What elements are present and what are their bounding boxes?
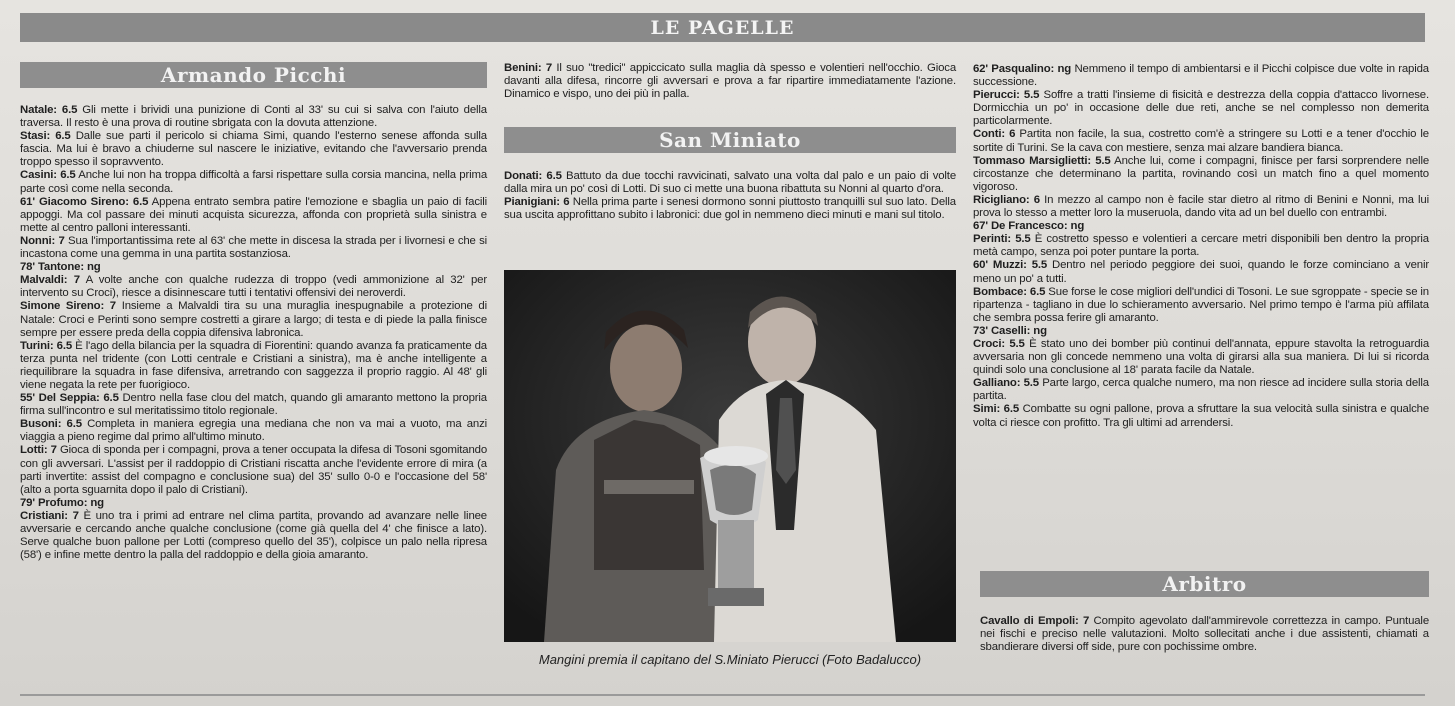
arbitro-heading: Arbitro (1162, 572, 1247, 596)
rating-comment: Compito agevolato dall'ammirevole correttezza in campo. Puntuale nei fischi e preciso nelle valutazioni. Molto sollecitati anche i due assistenti, chiamati a sbandierare diversi off side, pure con pochissime ombre. (980, 615, 1430, 654)
player-rating-label: Simone Sireno: 7 (20, 300, 116, 313)
rating-entry (973, 194, 1429, 220)
player-rating-label: Galliano: 5.5 (973, 377, 1039, 390)
rating-entry (973, 155, 1429, 194)
rating-entry (20, 261, 487, 274)
rating-entry (504, 62, 956, 101)
player-rating-label: Simi: 6.5 (973, 403, 1020, 416)
player-rating-label: Ricigliano: 6 (973, 193, 1040, 206)
player-rating-label: 67' De Francesco: ng (973, 220, 1085, 233)
player-rating-label: 60' Muzzi: 5.5 (973, 259, 1048, 272)
rating-comment: Anche lui, come i compagni, finisce per farsi sorprendere nelle circostanze che determinano la partita, rovinando così un match fino a quel momento vigoroso. (973, 154, 1430, 193)
picchi-heading-bar (20, 62, 487, 88)
rating-comment: Dentro nel periodo peggiore dei suoi, quando le forze cominciano a venir meno un po' a tutti. (973, 259, 1429, 285)
bottom-rule (20, 694, 1425, 696)
rating-entry (20, 235, 487, 261)
rating-entry (973, 286, 1429, 325)
rating-entry (504, 196, 956, 222)
miniato-ratings-part1 (504, 170, 956, 222)
player-rating-label: 55' Del Seppia: 6.5 (20, 392, 119, 405)
rating-entry (973, 128, 1429, 154)
rating-entry (20, 169, 487, 195)
rating-comment: Appena entrato sembra patire l'emozione e sbaglia un paio di facili appoggi. Ma col passare dei minuti acquista sicurezza, affonda con proprietà sulla sinistra e mette al centro palloni interessanti. (20, 195, 488, 234)
player-rating-label: 61' Giacomo Sireno: 6.5 (20, 195, 149, 208)
rating-entry (973, 63, 1429, 89)
rating-comment: Insieme a Malvaldi tira su una muraglia inespugnabile a protezione di Natale: Croci e Perinti sono sempre costretti a girare a largo; di testa e di piede la palla finisce sempre per essere preda della coppia difensiva labronica. (20, 300, 487, 339)
arbitro-rating (980, 615, 1429, 654)
rating-comment: Partita non facile, la sua, costretto com'è a stringere su Lotti e a tener d'occhio le sortite di Turini. Se la cava con mestiere, senza mai alzare bandiera bianca. (973, 128, 1429, 154)
rating-comment: Gioca di sponda per i compagni, prova a tener occupata la difesa di Tosoni sgomitando con gli avversari. L'assist per il raddoppio di Cristiani riscatta anche l'evidente errore di mira (a parti invertite: assist del compagno e conclusione sua) del 35' sullo 0-0 e l'occasione del 58' (alto a porta sguarnita dopo il palo di Cristiani). (20, 444, 487, 496)
player-rating-label: Cristiani: 7 (20, 509, 79, 522)
rating-comment: Soffre a tratti l'insieme di fisicità e destrezza della coppia d'attacco livornese. Dormicchia un po' in occasione delle due reti, anche se nel complesso non demerita particolarmente. (973, 89, 1429, 128)
rating-comment: Nemmeno il tempo di ambientarsi e il Picchi colpisce due volte in rapida successione. (973, 63, 1429, 89)
player-rating-label: Croci: 5.5 (973, 337, 1025, 350)
award-photo (504, 270, 956, 642)
rating-entry (20, 392, 487, 418)
page-banner (20, 13, 1425, 42)
rating-comment: È l'ago della bilancia per la squadra di Fiorentini: quando avanza fa praticamente da terza punta nel tridente (con Lotti centrale e Cristiani a sinistra), ma è anche intelligente a riequilibrare la squadra in fase difensiva, arretrando con saggezza il proprio raggio. Al 48' gli viene negata la rete per fuorigioco. (20, 339, 487, 391)
rating-comment: Anche lui non ha troppa difficoltà a farsi rispettare sulla corsia mancina, nella prima parte così come nella seconda. (20, 169, 488, 195)
rating-comment: Combatte su ogni pallone, prova a sfruttare la sua velocità sulla sinistra e qualche volta ci riesce con profitto. Tra gli ultimi ad arrendersi. (973, 403, 1430, 429)
miniato-heading-bar (504, 127, 956, 153)
player-rating-label: Natale: 6.5 (20, 104, 78, 116)
miniato-heading: San Miniato (659, 128, 801, 152)
rating-comment: Gli mette i brividi una punizione di Conti al 33' su cui si salva con l'aiuto della traversa. Il resto è una prova di routine sbrigata con la dovuta attenzione. (20, 104, 487, 130)
rating-comment: È stato uno dei bomber più continui dell'annata, eppure stavolta la retroguardia avversaria non gli concede nemmeno una volta di girarsi alla sua maniera. Di lui si ricorda quindi solo una conclusione al 18' parata facile da Natale. (973, 337, 1429, 377)
rating-comment: Parte largo, cerca qualche numero, ma non riesce ad incidere sulla storia della partita. (973, 377, 1429, 403)
rating-entry (973, 89, 1429, 128)
rating-entry (973, 325, 1429, 338)
rating-comment: Battuto da due tocchi ravvicinati, salvato una volta dal palo e un paio di volte dalla mira un po' così di Lotti. Di suo ci mette una buona ribattuta su Nonni al quarto d'ora. (504, 170, 957, 196)
rating-entry (20, 418, 487, 444)
miniato-ratings-part2 (973, 63, 1429, 430)
player-rating-label: Busoni: 6.5 (20, 418, 82, 431)
page-title: LE PAGELLE (650, 16, 795, 39)
rating-entry (973, 259, 1429, 285)
rating-comment: Il suo "tredici" appiccicato sulla maglia dà spesso e volentieri nell'occhio. Gioca davanti alla difesa, rincorre gli avversari e prova a far ripartire immediatamente l'azione. Dinamico e vispo, uno dei più in palla. (504, 62, 957, 101)
rating-comment: Dentro nella fase clou del match, quando gli amaranto mettono la propria firma sull'incontro e sul meritatissimo titolo regionale. (20, 392, 487, 418)
rating-comment: Completa in maniera egregia una mediana che non va mai a vuoto, ma anzi viaggia a pieno regime dal primo all'ultimo minuto. (20, 418, 487, 444)
rating-comment: In mezzo al campo non è facile star dietro al ritmo di Benini e Nonni, ma lui prova lo stesso a metter loro la museruola, dando vita ad un bel duello con entrambi. (973, 193, 1429, 220)
player-rating-label: Malvaldi: 7 (20, 274, 80, 287)
player-rating-label: Benini: 7 (504, 62, 553, 74)
rating-comment: Sua l'importantissima rete al 63' che mette in discesa la strada per i livornesi e che si incastona come una gemma in una partita sostanziosa. (20, 234, 488, 261)
rating-entry (20, 510, 487, 562)
player-rating-label: Turini: 6.5 (20, 339, 73, 352)
player-rating-label: 73' Caselli: ng (973, 324, 1047, 337)
rating-entry (980, 615, 1429, 654)
arbitro-heading-bar (980, 571, 1429, 597)
rating-entry (973, 233, 1429, 259)
player-rating-label: Cavallo di Empoli: 7 (980, 615, 1090, 627)
player-rating-label: Stasi: 6.5 (20, 130, 71, 143)
player-rating-label: Lotti: 7 (20, 444, 57, 457)
player-rating-label: Nonni: 7 (20, 234, 65, 247)
rating-entry (20, 196, 487, 235)
rating-comment: Nella prima parte i senesi dormono sonni piuttosto tranquilli sul suo lato. Della sua uscita approfittano subito i labronici: due gol in nemmeno dieci minuti e mani sul titolo. (504, 196, 956, 222)
player-rating-label: Tommaso Marsiglietti: 5.5 (973, 154, 1111, 167)
photo-caption: Mangini premia il capitano del S.Miniato Pierucci (Foto Badalucco) (538, 652, 922, 667)
rating-entry (973, 338, 1429, 377)
rating-entry (20, 300, 487, 339)
player-rating-label: Donati: 6.5 (504, 170, 562, 182)
rating-comment: A volte anche con qualche rudezza di troppo (vedi ammonizione al 32' per intervento su Croci), riesce a disinnescare tutti i tentativi offensivi dei neroverdi. (20, 274, 487, 300)
player-rating-label: 78' Tantone: ng (20, 261, 101, 274)
rating-entry (973, 377, 1429, 403)
player-rating-label: Pianigiani: 6 (504, 196, 570, 209)
rating-entry (20, 104, 487, 130)
player-rating-label: Casini: 6.5 (20, 169, 76, 182)
player-rating-label: Perinti: 5.5 (973, 233, 1031, 246)
rating-entry (20, 497, 487, 510)
rating-comment: È costretto spesso e volentieri a cercare metri disponibili ben dentro la propria metà campo, senza poi poter puntare la porta. (973, 233, 1429, 259)
rating-comment: Dalle sue parti il pericolo si chiama Simi, quando l'esterno senese affonda sulla fascia. Ma lui è bravo a chiuderne sul nascere le iniziative, evitando che l'avversario prenda troppo spesso il sopravvento. (20, 130, 487, 169)
rating-entry (973, 403, 1429, 429)
player-rating-label: Pierucci: 5.5 (973, 89, 1040, 102)
rating-entry (20, 274, 487, 300)
player-rating-label: Conti: 6 (973, 128, 1016, 141)
rating-entry (20, 340, 487, 392)
player-rating-label: Bombace: 6.5 (973, 285, 1046, 298)
rating-comment: È uno tra i primi ad entrare nel clima partita, provando ad avanzare nelle linee avversarie e cercando anche qualche conclusione (come già quella del 4' che finisce a lato). Serve qualche buon pallone per Lotti (compreso quello del 35'), colpisce un palo nella ripresa (58') e infine mette dentro la palla del raddoppio e della gioia amaranto. (20, 509, 487, 562)
picchi-heading: Armando Picchi (160, 63, 347, 87)
player-rating-label: 62' Pasqualino: ng (973, 63, 1072, 75)
picchi-ratings (20, 104, 487, 562)
rating-entry (20, 130, 487, 169)
player-rating-label: 79' Profumo: ng (20, 496, 104, 509)
benini-rating (504, 62, 956, 101)
award-photo-illustration (504, 270, 956, 642)
rating-entry (504, 170, 956, 196)
rating-comment: Sue forse le cose migliori dell'undici di Tosoni. Le sue sgroppate - specie se in ripartenza - tagliano in due lo schieramento avversario. Nel primo tempo è l'arma più affilata che sembra possa ferire gli amaranto. (973, 285, 1429, 324)
rating-entry (973, 220, 1429, 233)
rating-entry (20, 444, 487, 496)
